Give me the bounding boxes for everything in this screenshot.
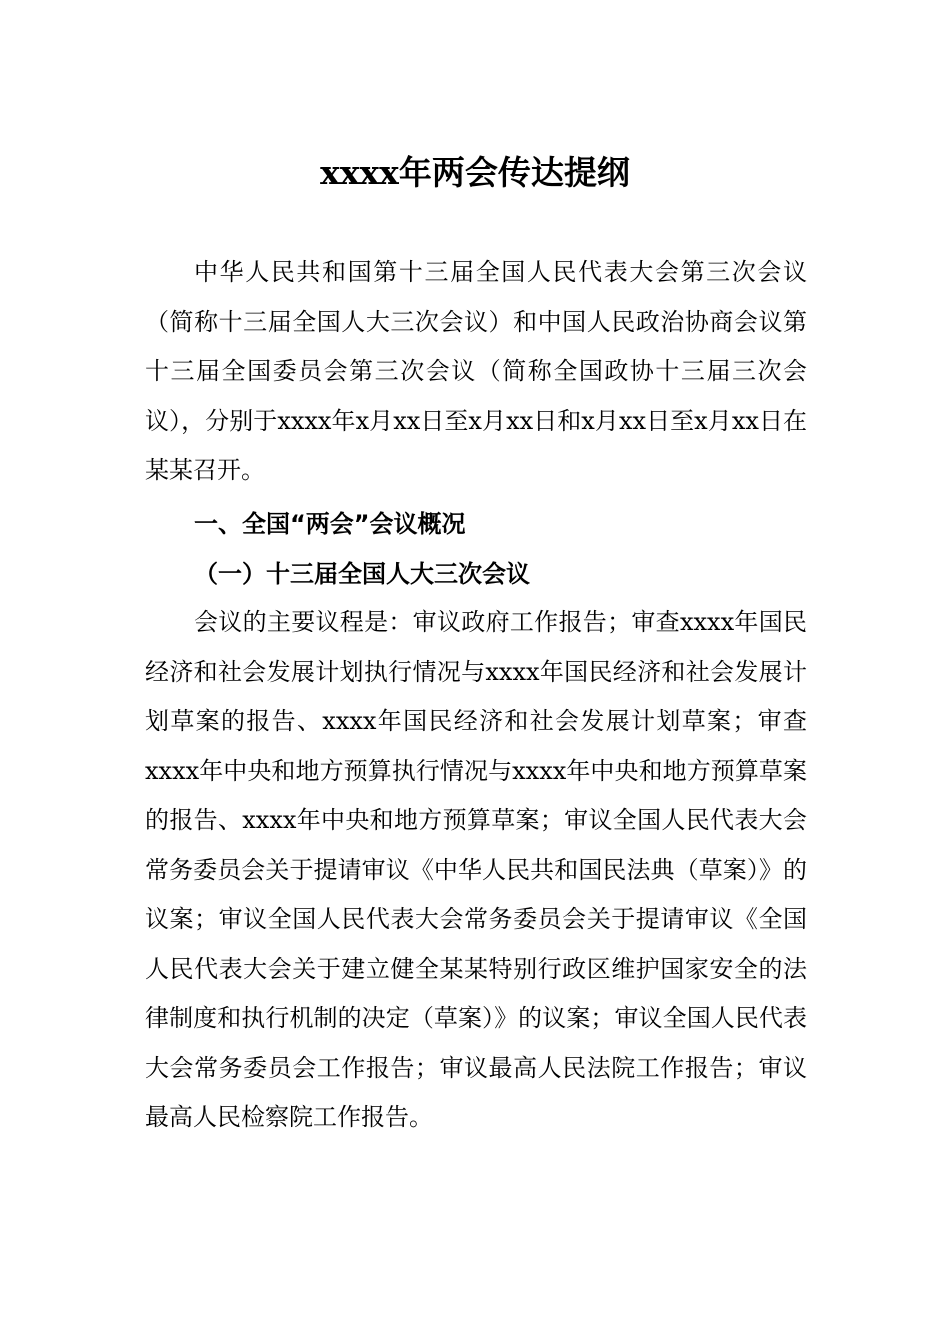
document-title: xxxx年两会传达提纲 — [320, 153, 630, 193]
section-heading-overview: 一、全国“两会”会议概况 — [194, 510, 466, 538]
intro-paragraph: 中华人民共和国第十三届全国人民代表大会第三次会议（简称十三届全国人大三次会议）和中国人民政治协商会议第十三届全国委员会第三次会议（简称全国政协十三届三次会议），分别于xxxx年x月xx日至x月xx日和x月xx日至x月xx日在某某召开。 — [145, 258, 807, 484]
agenda-paragraph: 会议的主要议程是：审议政府工作报告；审查xxxx年国民经济和社会发展计划执行情况与xxxx年国民经济和社会发展计划草案的报告、xxxx年国民经济和社会发展计划草案；审查xxxx年中央和地方预算执行情况与xxxx年中央和地方预算草案的报告、xxxx年中央和地方预算草案；审议全国人民代表大会常务委员会关于提请审议《中华人民共和国民法典（草案）》的议案；审议全国人民代表大会常务委员会关于提请审议《全国人民代表大会关于建立健全某某特别行政区维护国家安全的法律制度和执行机制的决定（草案）》的议案；审议全国人民代表大会常务委员会工作报告；审议最高人民法院工作报告；审议最高人民检察院工作报告。 — [145, 608, 807, 1131]
subsection-heading-npc: （一）十三届全国人大三次会议 — [194, 559, 530, 588]
